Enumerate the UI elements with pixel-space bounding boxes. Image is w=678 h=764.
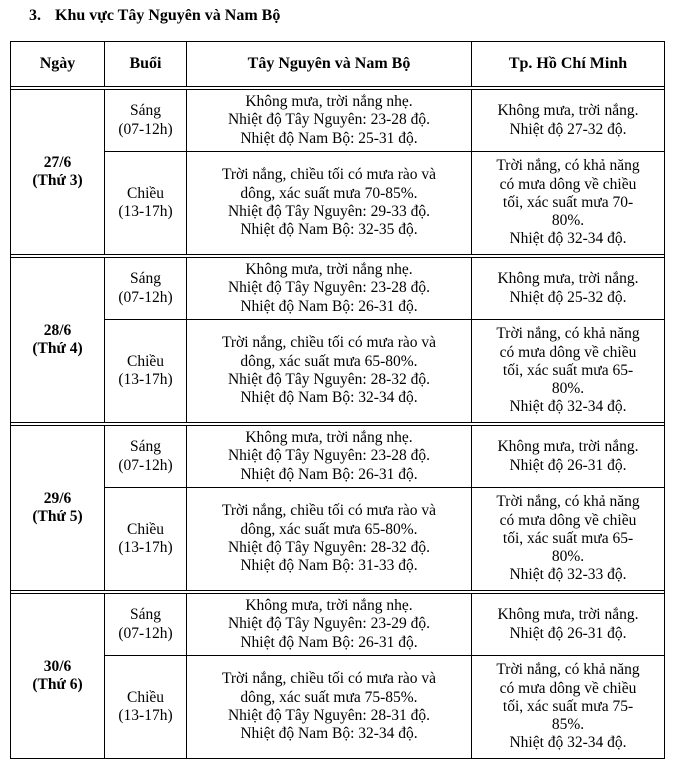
cell-line: Nhiệt độ 27-32 độ.	[509, 120, 627, 138]
cell-line: tối, xác suất mưa 75-	[502, 697, 634, 715]
session-cell	[105, 426, 187, 488]
header-city: Tp. Hồ Chí Minh	[472, 42, 665, 87]
session-hours: (07-12h)	[118, 624, 173, 642]
cell-line: dông, xác suất mưa 65-80%.	[240, 520, 418, 538]
cell-line: Nhiệt độ 32-34 độ.	[509, 734, 627, 752]
city-forecast-cell	[472, 488, 665, 591]
session-hours: (13-17h)	[118, 707, 173, 724]
cell-line: Trời nắng, có khả năng	[496, 493, 640, 511]
cell-line: có mưa dông về chiều	[499, 343, 637, 361]
cell-line: Nhiệt độ Nam Bộ: 26-31 độ.	[240, 465, 418, 483]
cell-line: Nhiệt độ Tây Nguyên: 23-28 độ.	[227, 111, 431, 129]
cell-line: Không mưa, trời nắng nhẹ.	[245, 597, 413, 615]
cell-line: Nhiệt độ Tây Nguyên: 23-29 độ.	[227, 615, 431, 633]
header-day: Ngày	[11, 42, 105, 87]
day-date: 30/6	[43, 657, 72, 675]
cell-line: 80%.	[551, 212, 585, 230]
day-cell	[11, 426, 105, 591]
cell-line: Trời nắng, có khả năng	[496, 325, 640, 343]
session-hours: (07-12h)	[118, 288, 173, 306]
session-hours: (07-12h)	[118, 120, 173, 138]
day-date: 29/6	[43, 489, 72, 507]
cell-line: Nhiệt độ Tây Nguyên: 23-28 độ.	[227, 447, 431, 465]
region-forecast-cell	[187, 426, 472, 488]
day-weekday: (Thứ 6)	[32, 676, 83, 693]
city-forecast-cell	[472, 594, 665, 656]
table-body	[11, 87, 665, 759]
table-row-afternoon	[11, 320, 665, 423]
cell-line: Không mưa, trời nắng.	[497, 102, 639, 120]
cell-line: Không mưa, trời nắng nhẹ.	[245, 93, 413, 111]
region-forecast-cell	[187, 258, 472, 320]
day-cell	[11, 90, 105, 255]
cell-line: có mưa dông về chiều	[499, 511, 637, 529]
table-row-morning	[11, 426, 665, 488]
cell-line: Nhiệt độ 26-31 độ.	[509, 624, 627, 642]
day-weekday: (Thứ 4)	[32, 340, 83, 357]
session-label: Chiều	[126, 520, 165, 538]
table-row-morning	[11, 594, 665, 656]
cell-line: tối, xác suất mưa 65-	[502, 361, 634, 379]
session-label: Chiều	[126, 688, 165, 706]
session-hours: (07-12h)	[118, 456, 173, 474]
cell-line: dông, xác suất mưa 75-85%.	[240, 688, 418, 706]
section-heading	[29, 6, 280, 26]
session-label: Sáng	[130, 102, 161, 120]
cell-line: Nhiệt độ Tây Nguyên: 28-32 độ.	[227, 539, 431, 556]
session-cell	[105, 90, 187, 152]
day-cell	[11, 594, 105, 759]
city-forecast-cell	[472, 426, 665, 488]
section-title: Khu vực Tây Nguyên và Nam Bộ	[55, 7, 281, 24]
day-weekday: (Thứ 5)	[32, 508, 83, 525]
session-label: Sáng	[130, 438, 161, 456]
cell-line: Nhiệt độ 32-33 độ.	[509, 566, 627, 584]
weather-table	[10, 41, 665, 759]
cell-line: Nhiệt độ Tây Nguyên: 28-32 độ.	[227, 371, 431, 388]
cell-line: 80%.	[551, 380, 585, 398]
cell-line: 85%.	[551, 716, 585, 734]
table-row-afternoon	[11, 488, 665, 591]
session-label: Sáng	[130, 270, 161, 288]
cell-line: Nhiệt độ Nam Bộ: 26-31 độ.	[240, 297, 418, 315]
cell-line: Nhiệt độ 26-31 độ.	[509, 456, 627, 474]
region-forecast-cell	[187, 152, 472, 255]
cell-line: Nhiệt độ Nam Bộ: 25-31 độ.	[240, 129, 418, 147]
cell-line: Không mưa, trời nắng nhẹ.	[245, 429, 413, 447]
region-forecast-cell	[187, 656, 472, 759]
table-row-morning	[11, 258, 665, 320]
session-hours: (13-17h)	[118, 371, 173, 388]
session-hours: (13-17h)	[118, 539, 173, 556]
cell-line: Trời nắng, chiều tối có mưa rào và	[221, 166, 437, 184]
cell-line: Trời nắng, chiều tối có mưa rào và	[221, 670, 437, 688]
cell-line: Không mưa, trời nắng.	[497, 270, 639, 288]
cell-line: Nhiệt độ Nam Bộ: 32-35 độ.	[240, 221, 418, 239]
cell-line: Nhiệt độ Nam Bộ: 26-31 độ.	[240, 633, 418, 651]
cell-line: Nhiệt độ 32-34 độ.	[509, 230, 627, 248]
day-cell	[11, 258, 105, 423]
section-number: 3.	[29, 7, 41, 24]
table-row-afternoon	[11, 656, 665, 759]
table-row-afternoon	[11, 152, 665, 255]
day-date: 27/6	[43, 153, 72, 171]
cell-line: Nhiệt độ Tây Nguyên: 28-31 độ.	[227, 707, 431, 724]
cell-line: Nhiệt độ 32-34 độ.	[509, 398, 627, 416]
cell-line: Không mưa, trời nắng.	[497, 438, 639, 456]
city-forecast-cell	[472, 320, 665, 423]
cell-line: Nhiệt độ Tây Nguyên: 23-28 độ.	[227, 279, 431, 297]
cell-line: Trời nắng, chiều tối có mưa rào và	[221, 502, 437, 520]
cell-line: dông, xác suất mưa 70-85%.	[240, 184, 418, 202]
cell-line: Nhiệt độ Nam Bộ: 31-33 độ.	[240, 557, 418, 575]
city-forecast-cell	[472, 656, 665, 759]
city-forecast-cell	[472, 152, 665, 255]
header-session: Buổi	[105, 42, 187, 87]
cell-line: Không mưa, trời nắng.	[497, 606, 639, 624]
session-cell	[105, 488, 187, 591]
day-weekday: (Thứ 3)	[32, 172, 83, 189]
session-cell	[105, 656, 187, 759]
session-hours: (13-17h)	[118, 203, 173, 220]
cell-line: Nhiệt độ Nam Bộ: 32-34 độ.	[240, 389, 418, 407]
cell-line: Nhiệt độ Tây Nguyên: 29-33 độ.	[227, 203, 431, 220]
cell-line: có mưa dông về chiều	[499, 175, 637, 193]
cell-line: tối, xác suất mưa 65-	[502, 529, 634, 547]
day-date: 28/6	[43, 321, 72, 339]
table-row-morning	[11, 90, 665, 152]
session-label: Chiều	[126, 184, 165, 202]
city-forecast-cell	[472, 258, 665, 320]
session-cell	[105, 152, 187, 255]
session-cell	[105, 258, 187, 320]
cell-line: có mưa dông về chiều	[499, 679, 637, 697]
city-forecast-cell	[472, 90, 665, 152]
session-label: Sáng	[130, 606, 161, 624]
session-cell	[105, 594, 187, 656]
header-region: Tây Nguyên và Nam Bộ	[187, 42, 472, 87]
region-forecast-cell	[187, 594, 472, 656]
cell-line: Nhiệt độ Nam Bộ: 32-34 độ.	[240, 725, 418, 743]
cell-line: Trời nắng, có khả năng	[496, 157, 640, 175]
cell-line: Không mưa, trời nắng nhẹ.	[245, 261, 413, 279]
cell-line: 80%.	[551, 548, 585, 566]
session-label: Chiều	[126, 352, 165, 370]
region-forecast-cell	[187, 320, 472, 423]
header-row	[11, 42, 665, 87]
cell-line: Trời nắng, có khả năng	[496, 661, 640, 679]
cell-line: Nhiệt độ 25-32 độ.	[509, 288, 627, 306]
region-forecast-cell	[187, 488, 472, 591]
session-cell	[105, 320, 187, 423]
cell-line: tối, xác suất mưa 70-	[502, 193, 634, 211]
cell-line: dông, xác suất mưa 65-80%.	[240, 352, 418, 370]
region-forecast-cell	[187, 90, 472, 152]
cell-line: Trời nắng, chiều tối có mưa rào và	[221, 334, 437, 352]
